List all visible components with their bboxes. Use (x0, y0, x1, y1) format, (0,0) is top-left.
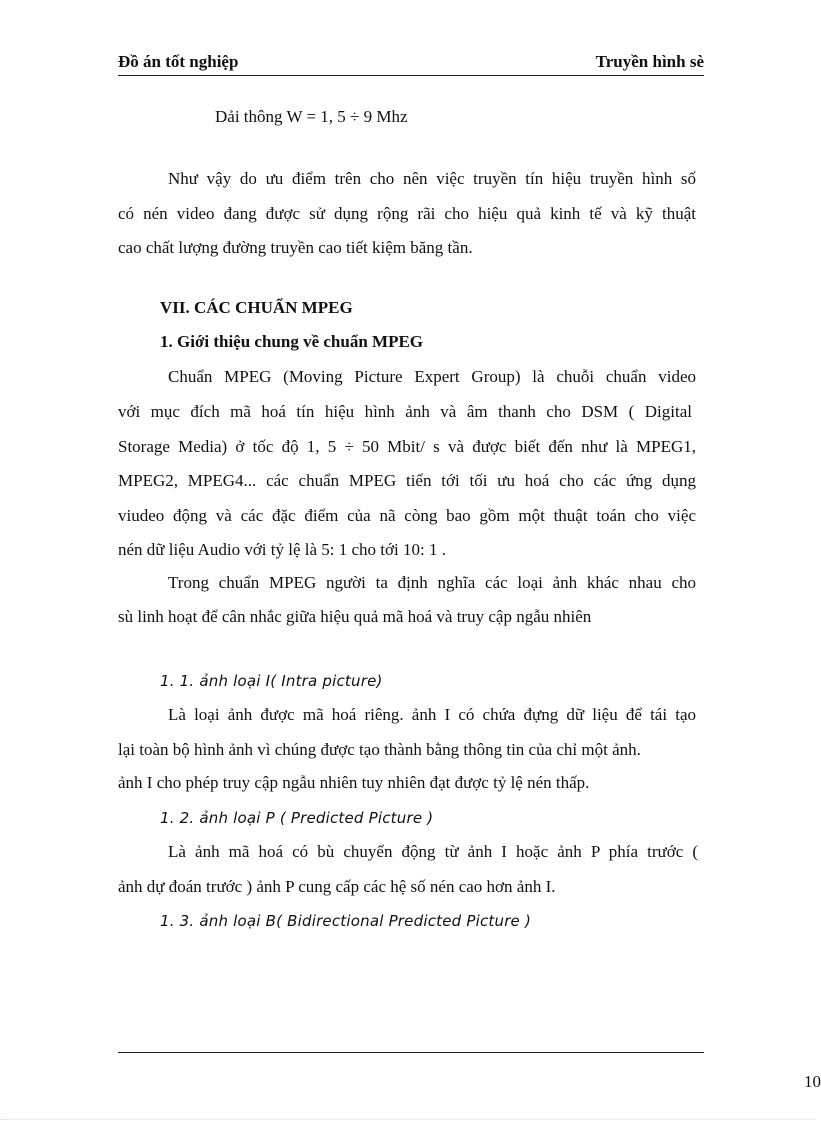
section-title: VII. CÁC CHUẨN MPEG (160, 298, 353, 317)
item1-title: 1. 1. ảnh loại I( Intra picture) (160, 672, 383, 690)
para3-line-1: Trong chuẩn MPEG người ta định nghĩa các loại ảnh khác nhau cho (168, 573, 696, 592)
para2-line-6: nén dữ liệu Audio với tỷ lệ là 5: 1 cho tới 10: 1 . (118, 540, 446, 559)
para2-line-2: với mục đích mã hoá tín hiệu hình ảnh và âm thanh cho DSM ( Digital (118, 402, 692, 421)
footer-rule (118, 1052, 704, 1053)
bandwidth-line: Dải thông W = 1, 5 ÷ 9 Mhz (215, 107, 408, 126)
header-rule (118, 75, 704, 76)
para2-line-5: viudeo động và các đặc điểm của nã còng bao gồm một thuật toán cho việc (118, 506, 696, 525)
para2-line-3: Storage Media) ở tốc độ 1, 5 ÷ 50 Mbit/ s và được biết đến như là MPEG1, (118, 437, 696, 456)
item2-line-2: ảnh dự đoán trước ) ảnh P cung cấp các hệ số nén cao hơn ảnh I. (118, 877, 556, 896)
header-left-title: Đồ án tốt nghiệp (118, 52, 239, 71)
subsection-title: 1. Giới thiệu chung về chuẩn MPEG (160, 332, 424, 351)
item2-line-1: Là ảnh mã hoá có bù chuyển động từ ảnh I hoặc ảnh P phía trước ( (168, 842, 698, 861)
item1-line-3: ảnh I cho phép truy cập ngẫu nhiên tuy nhiên đạt được tỷ lệ nén thấp. (118, 773, 590, 792)
page-edge-divider (0, 1119, 816, 1120)
para1-line-3: cao chất lượng đường truyền cao tiết kiệm băng tần. (118, 238, 473, 257)
para1-line-2: có nén video đang được sử dụng rộng rãi cho hiệu quả kinh tế và kỹ thuật (118, 204, 696, 223)
para1-line-1: Như vậy do ưu điểm trên cho nên việc truyền tín hiệu truyền hình số (168, 169, 696, 188)
para3-line-2: sù linh hoạt để cân nhắc giữa hiệu quả mã hoá và truy cập ngẫu nhiên (118, 607, 592, 626)
para2-line-1: Chuẩn MPEG (Moving Picture Expert Group) là chuỗi chuẩn video (168, 367, 696, 386)
page-number: 10 (804, 1072, 821, 1091)
item2-title: 1. 2. ảnh loại P ( Predicted Picture ) (160, 809, 434, 827)
item1-line-1: Là loại ảnh được mã hoá riêng. ảnh I có chứa đựng dữ liệu để tái tạo (168, 705, 696, 724)
header-right-title: Truyền hình sè (595, 52, 704, 71)
para2-line-4: MPEG2, MPEG4... các chuẩn MPEG tiến tới tối ưu hoá cho các ứng dụng (118, 471, 696, 490)
item1-line-2: lại toàn bộ hình ảnh vì chúng được tạo thành bằng thông tin của chỉ một ảnh. (118, 740, 641, 759)
item3-title: 1. 3. ảnh loại B( Bidirectional Predicted Picture ) (160, 912, 532, 930)
